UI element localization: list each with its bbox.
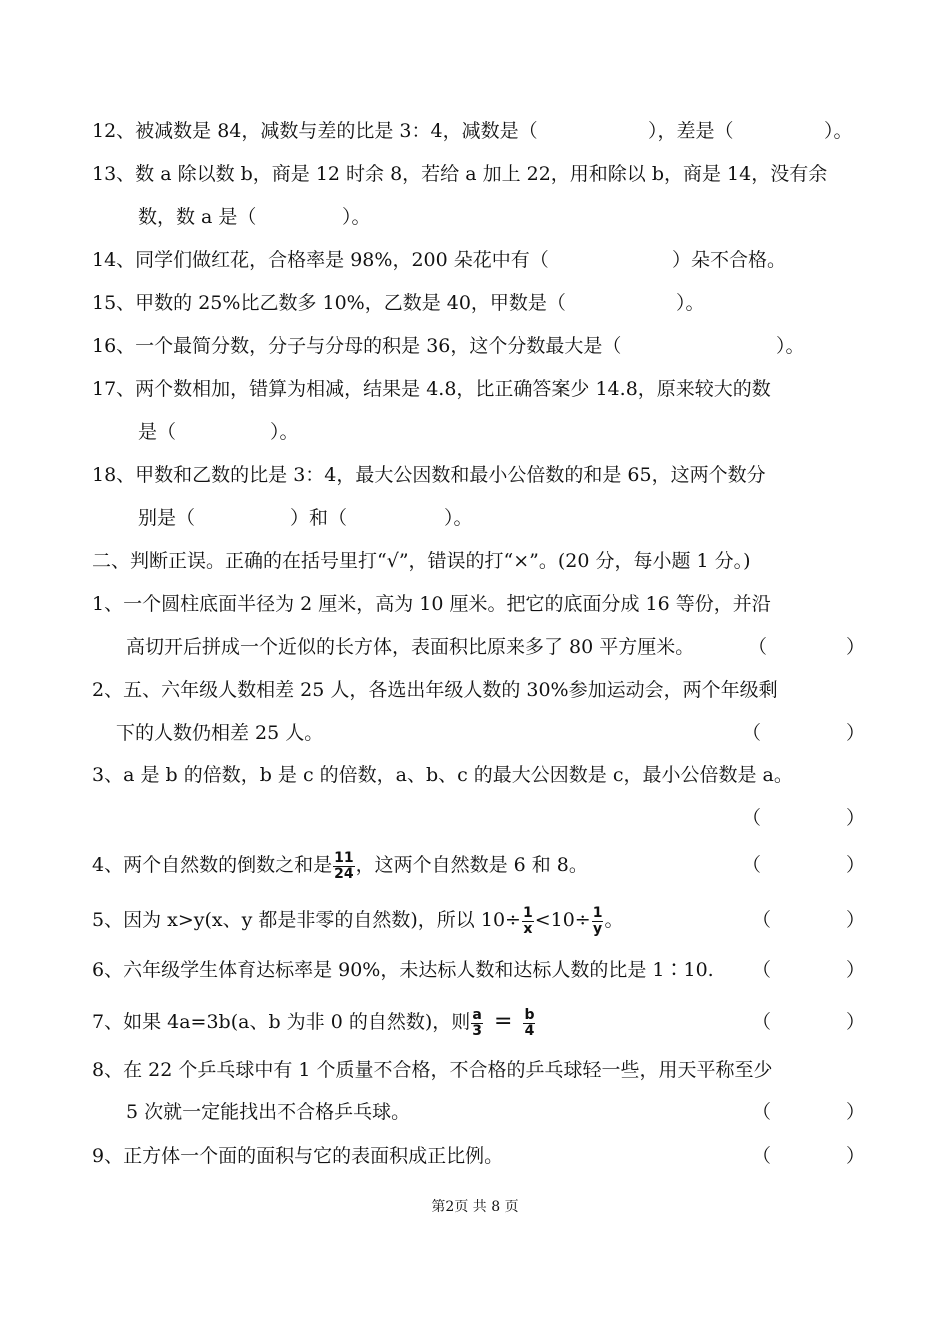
question-13-line-1: 13、数 a 除以数 b，商是 12 时余 8，若给 a 加上 22，用和除以 b，商是 14，没有余	[92, 163, 828, 185]
q15-blank: ）。	[676, 292, 705, 314]
q17-blank: ）。	[270, 421, 299, 443]
equals-sign: =	[494, 1009, 513, 1034]
fraction-1-y: $\frac{1}{y}$	[592, 904, 603, 937]
judge-6-close-paren: ）	[846, 959, 866, 981]
question-18-line-2: 别是（	[138, 507, 196, 529]
q12-text-a: 12、被减数是 84，减数与差的比是 3：4，减数是（	[92, 120, 538, 142]
q12-blank-2: ）。	[824, 120, 853, 142]
judge-1-open-paren: （	[748, 636, 768, 658]
judge-8-line-1: 8、在 22 个乒乓球中有 1 个质量不合格，不合格的乒乓球轻一些，用天平称至少	[92, 1059, 773, 1081]
question-13-line-2: 数，数 a 是（	[138, 206, 257, 228]
judge-3-open-paren: （	[742, 807, 762, 829]
fraction-a-3: $\frac{a}{3}$	[472, 1006, 482, 1039]
question-17-line-1: 17、两个数相加，错算为相减，结果是 4.8，比正确答案少 14.8，原来较大的数	[92, 378, 771, 400]
judge-2-open-paren: （	[742, 722, 762, 744]
q13-blank: ）。	[342, 206, 371, 228]
judge-7-open-paren: （	[752, 1011, 772, 1033]
question-15: 15、甲数的 25%比乙数多 10%，乙数是 40，甲数是（	[92, 292, 566, 314]
judge-1-line-1: 1、一个圆柱底面半径为 2 厘米，高为 10 厘米。把它的底面分成 16 等份，并沿	[92, 593, 771, 615]
question-17-line-2: 是（	[138, 421, 177, 443]
q16-blank: ）。	[776, 335, 805, 357]
fraction-11-24: $\frac{11}{24}$	[334, 849, 354, 882]
judge-7-close-paren: ）	[846, 1011, 866, 1033]
fraction-1-x: $\frac{1}{x}$	[522, 904, 533, 937]
q18-blank-1: ）和（	[290, 507, 348, 529]
judge-8-open-paren: （	[752, 1101, 772, 1123]
section-2-heading: 二、判断正误。正确的在括号里打“√”，错误的打“×”。(20 分，每小题 1 分。)	[92, 550, 751, 572]
judge-3: 3、a 是 b 的倍数，b 是 c 的倍数，a、b、c 的最大公因数是 c，最小公倍数是 a。	[92, 764, 793, 786]
q14-blank: ）朵不合格。	[672, 249, 787, 271]
judge-9: 9、正方体一个面的面积与它的表面积成正比例。	[92, 1145, 504, 1167]
judge-8-line-2: 5 次就一定能找出不合格乒乓球。	[126, 1101, 411, 1123]
judge-6-open-paren: （	[752, 959, 772, 981]
judge-5-open-paren: （	[752, 909, 772, 931]
judge-2-line-2: 下的人数仍相差 25 人。	[116, 722, 324, 744]
judge-6: 6、六年级学生体育达标率是 90%，未达标人数和达标人数的比是 1∶10.	[92, 959, 714, 981]
question-16: 16、一个最简分数，分子与分母的积是 36，这个分数最大是（	[92, 335, 622, 357]
question-14: 14、同学们做红花，合格率是 98%，200 朵花中有（	[92, 249, 549, 271]
judge-1-line-2: 高切开后拼成一个近似的长方体，表面积比原来多了 80 平方厘米。	[126, 636, 695, 658]
q18-blank-2: ）。	[444, 507, 473, 529]
page-footer: 第2页 共 8 页	[431, 1199, 519, 1215]
judge-8-close-paren: ）	[846, 1101, 866, 1123]
judge-9-open-paren: （	[752, 1145, 772, 1167]
judge-1-close-paren: ）	[846, 636, 866, 658]
judge-7: 7、如果 4a=3b(a、b 为非 0 的自然数)，则 $\frac{a}{3}$ = $\frac{b}{4}$	[92, 1006, 535, 1039]
judge-4-close-paren: ）	[846, 854, 866, 876]
judge-9-close-paren: ）	[846, 1145, 866, 1167]
judge-4: 4、两个自然数的倒数之和是 $\frac{11}{24}$ ，这两个自然数是 6 和 8。	[92, 849, 588, 882]
judge-5: 5、因为 x>y(x、y 都是非零的自然数)，所以 10÷ $\frac{1}{x}$ <10÷ $\frac{1}{y}$ 。	[92, 904, 624, 937]
judge-2-line-1: 2、五、六年级人数相差 25 人，各选出年级人数的 30%参加运动会，两个年级剩	[92, 679, 778, 701]
judge-4-open-paren: （	[742, 854, 762, 876]
question-12	[92, 119, 538, 143]
judge-3-close-paren: ）	[846, 807, 866, 829]
judge-2-close-paren: ）	[846, 722, 866, 744]
fraction-b-4: $\frac{b}{4}$	[524, 1006, 535, 1039]
judge-5-close-paren: ）	[846, 909, 866, 931]
question-18-line-1: 18、甲数和乙数的比是 3：4，最大公因数和最小公倍数的和是 65，这两个数分	[92, 464, 766, 486]
q12-blank-1: ），差是（	[648, 120, 734, 142]
